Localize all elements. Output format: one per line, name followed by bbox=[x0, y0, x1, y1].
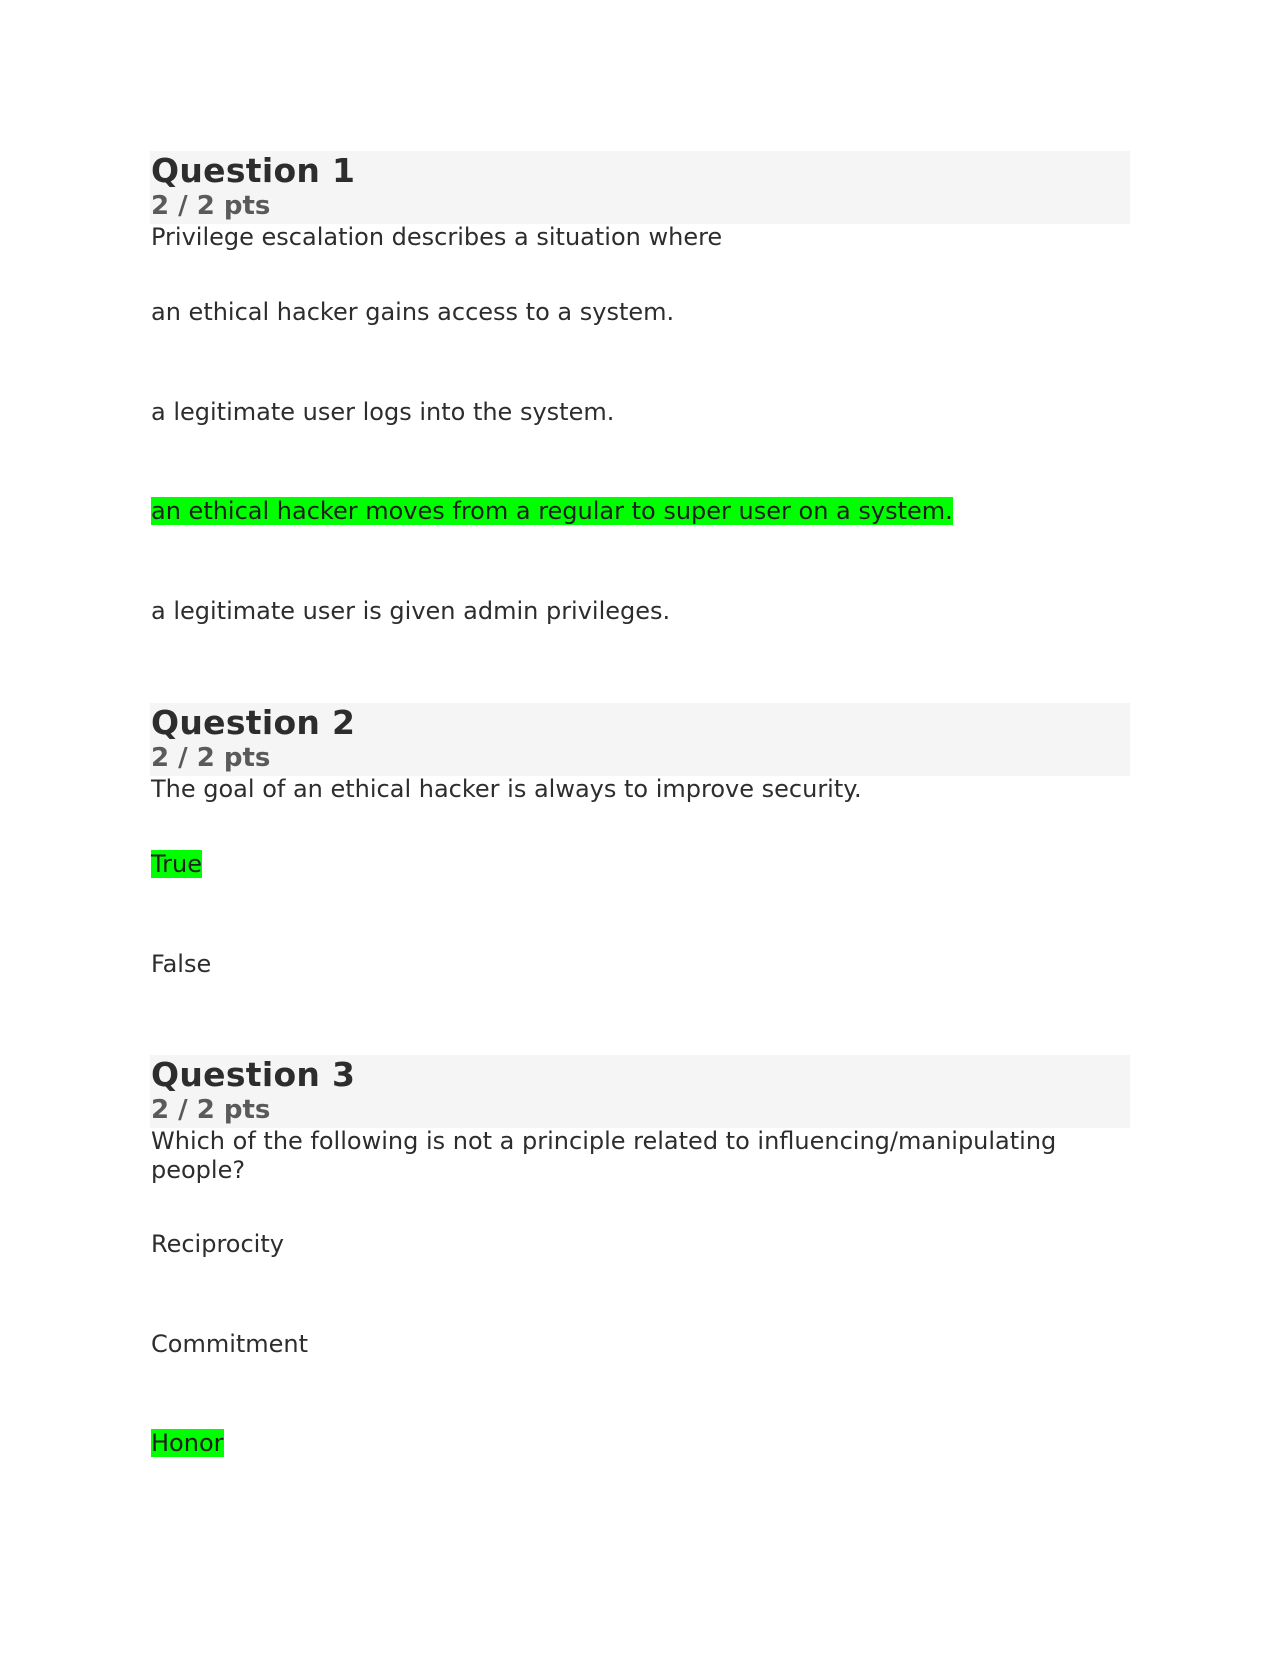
question-1 bbox=[150, 151, 1130, 625]
question-title: Question 1 bbox=[151, 151, 356, 190]
answer-option bbox=[151, 596, 670, 626]
question-title: Question 3 bbox=[151, 1055, 356, 1094]
question-text: The goal of an ethical hacker is always to improve security. bbox=[151, 775, 862, 803]
correct-answer-option bbox=[151, 496, 953, 526]
answer-label: False bbox=[151, 950, 212, 978]
answer-label: an ethical hacker moves from a regular to super user on a system. bbox=[151, 497, 953, 525]
answer-label: Commitment bbox=[151, 1330, 309, 1358]
question-header bbox=[150, 151, 1130, 224]
correct-answer-option bbox=[151, 849, 202, 879]
question-header bbox=[150, 1055, 1130, 1128]
answer-option bbox=[151, 397, 614, 427]
question-3 bbox=[150, 1055, 1130, 1457]
correct-answer-option bbox=[151, 1428, 224, 1458]
question-text: Privilege escalation describes a situation where bbox=[151, 223, 723, 251]
question-points: 2 / 2 pts bbox=[151, 191, 271, 221]
question-2 bbox=[150, 703, 1130, 978]
answer-label: an ethical hacker gains access to a system. bbox=[151, 298, 675, 326]
answer-label: Honor bbox=[151, 1429, 224, 1457]
answer-label: True bbox=[151, 850, 202, 878]
answer-label: a legitimate user logs into the system. bbox=[151, 398, 615, 426]
question-points: 2 / 2 pts bbox=[151, 1095, 271, 1125]
question-header bbox=[150, 703, 1130, 776]
question-text: Which of the following is not a principle related to influencing/manipulating people? bbox=[151, 1127, 1057, 1184]
answer-option bbox=[151, 297, 674, 327]
answer-option bbox=[151, 1229, 284, 1259]
question-title: Question 2 bbox=[151, 703, 356, 742]
answer-option bbox=[151, 949, 211, 979]
answer-label: a legitimate user is given admin privileges. bbox=[151, 597, 671, 625]
answer-option bbox=[151, 1329, 308, 1359]
question-points: 2 / 2 pts bbox=[151, 743, 271, 773]
answer-label: Reciprocity bbox=[151, 1230, 284, 1258]
